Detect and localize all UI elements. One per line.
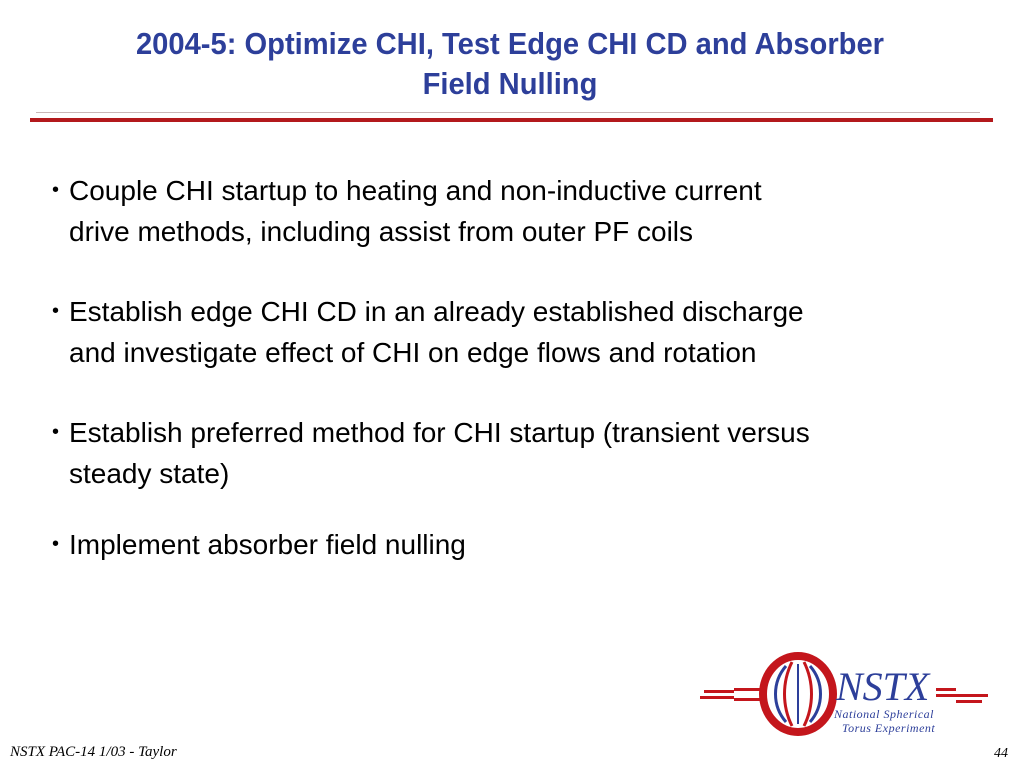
bullet-dot: •: [52, 421, 60, 443]
nstx-logo: [700, 652, 990, 738]
bullet-text-line: drive methods, including assist from outer PF coils: [69, 216, 694, 247]
slide-title-line-2: Field Nulling: [422, 66, 598, 101]
bullet-dot: •: [52, 533, 60, 555]
bullet-text-line: Establish edge CHI CD in an already established discharge: [69, 296, 804, 327]
bullet-text-line: steady state): [69, 458, 230, 489]
title-divider-thick: [30, 118, 993, 122]
logo-bar: [936, 694, 988, 697]
logo-subtitle-line-2: Torus Experiment: [842, 721, 936, 735]
logo-title: NSTX: [836, 664, 930, 709]
bullet-text-line: Couple CHI startup to heating and non-inductive current: [69, 175, 762, 206]
bullet-list: [48, 170, 998, 565]
bullet-text-line: Implement absorber field nulling: [69, 529, 466, 560]
bullet-text-line: and investigate effect of CHI on edge flows and rotation: [69, 337, 757, 368]
footer-credit: NSTX PAC-14 1/03 - Taylor: [10, 744, 177, 760]
slide-title-line-1: 2004-5: Optimize CHI, Test Edge CHI CD and Absorber: [135, 26, 885, 61]
slide-title: [68, 24, 952, 104]
logo-subtitle-line-1: National Spherical: [834, 707, 934, 721]
logo-bar: [936, 688, 956, 691]
bullet-item: [48, 412, 998, 494]
torus-emblem-icon: [763, 656, 833, 732]
page-number: 44: [994, 746, 1008, 761]
bullet-dot: •: [52, 179, 60, 201]
bullet-dot: •: [52, 300, 60, 322]
logo-bar: [956, 700, 982, 703]
bullet-text-line: Establish preferred method for CHI startup (transient versus: [69, 417, 810, 448]
logo-bar: [704, 690, 734, 693]
logo-bar: [700, 696, 734, 699]
bullet-item: [48, 524, 998, 565]
bullet-item: [48, 291, 998, 373]
bullet-item: [48, 170, 998, 252]
title-divider-thin: [36, 112, 980, 113]
